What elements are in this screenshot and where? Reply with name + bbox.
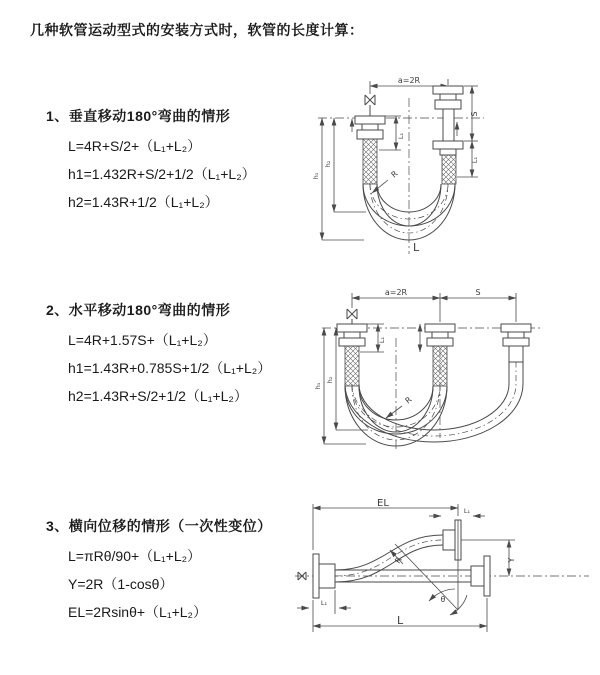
dim-label-radius: R	[393, 555, 404, 566]
dim-label-h1: h₁	[312, 172, 320, 180]
dim-label-span: a=2R	[397, 76, 421, 85]
diagram-horizontal-180	[308, 286, 573, 456]
dim-label-y: Y	[507, 557, 516, 563]
right-fitting	[501, 324, 531, 362]
dim-label-h2: h₂	[326, 376, 334, 384]
left-fitting	[355, 116, 385, 139]
braided-hose-middle	[433, 346, 447, 386]
right-pipe	[443, 109, 454, 141]
braided-hose-left	[363, 139, 377, 184]
section-heading: 2、水平移动180°弯曲的情形	[46, 302, 231, 318]
dim-label-l1-right: L₁	[471, 156, 479, 164]
formula-list	[68, 542, 272, 626]
dim-label-l1: L₁	[378, 336, 386, 344]
hose-displaced-position	[335, 535, 443, 582]
dim-label-el: EL	[377, 498, 389, 509]
valve-icon	[365, 95, 375, 105]
section-vertical-180	[46, 107, 256, 216]
formula-list	[68, 326, 271, 410]
dim-label-h1: h₁	[314, 382, 322, 390]
diagram-vertical-180	[306, 72, 556, 257]
braided-hose-right	[442, 155, 456, 184]
dim-label-l1-left: L₁	[397, 132, 405, 140]
formula-line: h2=1.43R+S/2+1/2（L₁+L₂）	[68, 388, 248, 404]
braided-hose-left	[345, 346, 359, 386]
section-horizontal-180	[46, 301, 271, 410]
valve-icon	[347, 309, 357, 319]
dim-label-radius: R	[403, 395, 414, 406]
section-lateral-displacement	[46, 517, 272, 626]
dim-label-radius: R	[389, 169, 400, 180]
dim-label-theta: θ	[440, 595, 446, 604]
formula-line: h1=1.432R+S/2+1/2（L₁+L₂）	[68, 166, 256, 182]
section-heading: 3、横向位移的情形（一次性变位）	[46, 518, 272, 534]
dim-label-h2: h₂	[324, 160, 332, 168]
right-flange-lower	[471, 556, 490, 596]
right-fitting-upper	[433, 86, 463, 109]
right-fitting-lower	[433, 141, 463, 155]
formula-line: EL=2Rsinθ+（L₁+L₂）	[68, 604, 207, 620]
dim-label-stroke: S	[475, 288, 481, 297]
section-heading: 1、垂直移动180°弯曲的情形	[46, 108, 231, 124]
formula-line: L=πRθ/90+（L₁+L₂）	[68, 548, 202, 564]
dim-label-length: L	[413, 241, 420, 254]
dim-label-length: L	[397, 614, 404, 627]
formula-line: L=4R+S/2+（L₁+L₂）	[68, 138, 202, 154]
diagram-lateral-displacement	[293, 498, 593, 646]
middle-fitting	[425, 324, 455, 346]
left-fitting	[337, 324, 367, 346]
formula-line: h2=1.43R+1/2（L₁+L₂）	[68, 194, 219, 210]
formula-line: Y=2R（1-cosθ）	[68, 576, 174, 592]
dim-label-l1-bottom: L₁	[320, 599, 328, 607]
formula-list	[68, 132, 256, 216]
dim-label-l1-top: L₁	[463, 507, 471, 515]
left-flange	[313, 554, 335, 598]
dim-label-span: a=2R	[384, 288, 408, 297]
formula-line: h1=1.43R+0.785S+1/2（L₁+L₂）	[68, 360, 272, 376]
dim-label-stroke: S	[470, 111, 479, 117]
page-title: 几种软管运动型式的安装方式时，软管的长度计算：	[30, 22, 364, 38]
formula-line: L=4R+1.57S+（L₁+L₂）	[68, 332, 217, 348]
hose-u-bends	[363, 184, 455, 240]
